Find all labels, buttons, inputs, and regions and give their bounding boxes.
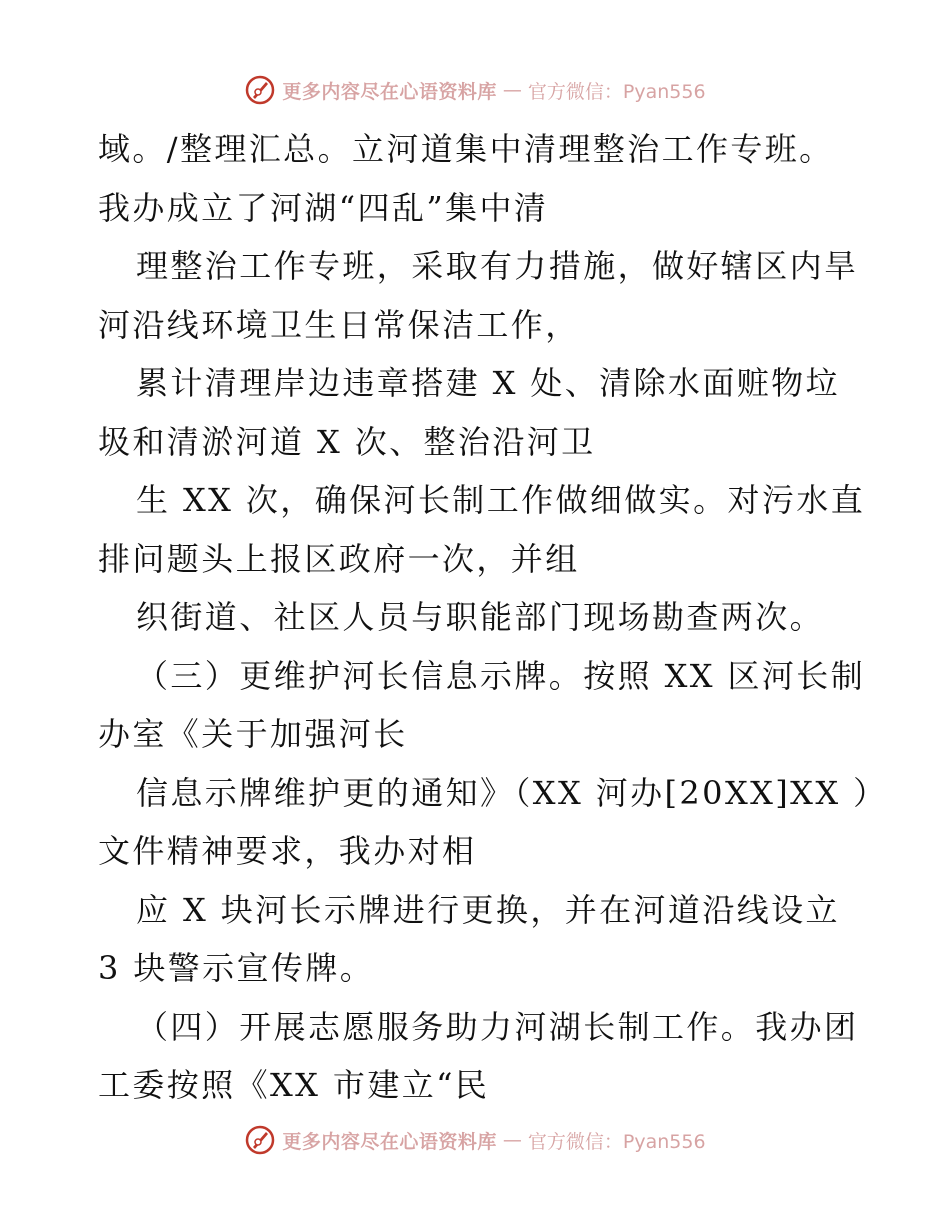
text-line: （三）更维护河长信息示牌。按照 XX 区河长制 (136, 656, 866, 695)
text-line: 办室《关于加强河长 (98, 715, 408, 753)
text-line: 生 XX 次，确保河长制工作做细做实。对污水直 (136, 481, 866, 519)
text-line: 累计清理岸边违章搭建 X 处、清除水面赃物垃 (136, 364, 840, 402)
text-line: 域。/整理汇总。立河道集中清理整治工作专班。 (98, 130, 834, 168)
text-line: 信息示牌维护更的通知》（XX 河办[20XX]XX ） (136, 773, 888, 812)
text-line: 理整治工作专班，采取有力措施，做好辖区内旱 (136, 247, 859, 285)
header-watermark (0, 70, 950, 110)
text-line: 应 X 块河长示牌进行更换，并在河道沿线设立 (136, 890, 840, 929)
footer-watermark (0, 1120, 950, 1160)
text-line: 文件精神要求，我办对相 (98, 832, 477, 870)
text-line: 圾和清淤河道 X 次、整治沿河卫 (98, 422, 596, 461)
text-line: 河沿线环境卫生日常保洁工作， (98, 305, 580, 344)
text-line: （四）开展志愿服务助力河湖长制工作。我办团 (136, 1007, 859, 1046)
watermark-dash: — (502, 79, 522, 101)
document-body (98, 120, 888, 1115)
watermark-wechat-text: 官方微信：Pyan556 (527, 80, 706, 103)
quill-circle-icon (244, 1124, 276, 1156)
watermark-wechat-text: 官方微信：Pyan556 (527, 1130, 706, 1153)
watermark-main-text: 更多内容尽在心语资料库 (282, 1130, 497, 1153)
text-line: 织街道、社区人员与职能部门现场勘查两次。 (136, 598, 825, 636)
text-line: 3 块警示宣传牌。 (98, 949, 375, 987)
watermark-main-text: 更多内容尽在心语资料库 (282, 80, 497, 103)
quill-circle-icon (244, 74, 276, 106)
text-line: 排问题头上报区政府一次，并组 (98, 539, 580, 578)
watermark-dash: — (502, 1129, 522, 1151)
text-line: 工委按照《XX 市建立“民 (98, 1066, 490, 1104)
text-line: 我办成立了河湖“四乱”集中清 (98, 188, 549, 227)
